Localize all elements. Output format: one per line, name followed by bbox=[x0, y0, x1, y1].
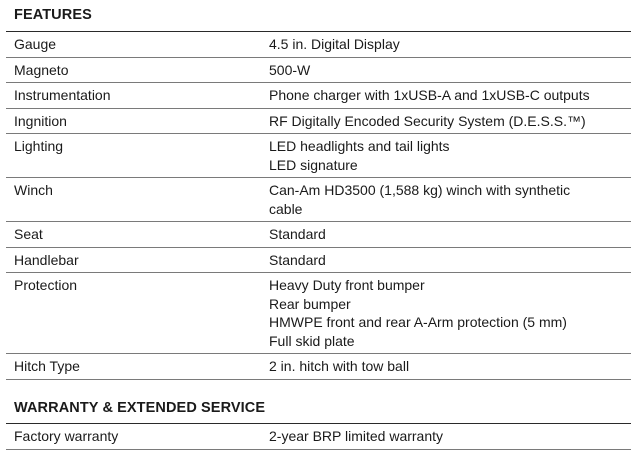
table-row-seat bbox=[6, 222, 631, 248]
table-row-gauge bbox=[6, 32, 631, 58]
table-row-ignition bbox=[6, 108, 631, 134]
warranty-table bbox=[6, 423, 631, 450]
value-line: Standard bbox=[269, 251, 326, 268]
table-row-lighting bbox=[6, 134, 631, 178]
value-line: Can-Am HD3500 (1,588 kg) winch with synthetic bbox=[269, 182, 571, 198]
row-label: Seat bbox=[14, 226, 43, 242]
row-label: Winch bbox=[14, 182, 53, 198]
row-label: Magneto bbox=[14, 61, 69, 78]
value-line: Heavy Duty front bumper bbox=[269, 277, 425, 293]
row-label: Handlebar bbox=[14, 251, 79, 268]
warranty-title: WARRANTY & EXTENDED SERVICE bbox=[14, 400, 266, 416]
row-value bbox=[253, 354, 631, 380]
row-value bbox=[253, 222, 631, 248]
table-row-protection bbox=[6, 273, 631, 354]
row-value bbox=[253, 178, 631, 222]
value-line: Rear bumper bbox=[269, 295, 351, 312]
row-value bbox=[253, 134, 631, 178]
row-value bbox=[253, 83, 631, 109]
table-row-hitch-type bbox=[6, 354, 631, 380]
row-label: Hitch Type bbox=[14, 358, 80, 374]
features-table bbox=[6, 31, 631, 380]
row-label: Instrumentation bbox=[14, 87, 111, 103]
row-value bbox=[253, 247, 631, 273]
row-value bbox=[253, 424, 631, 450]
table-row-magneto bbox=[6, 57, 631, 83]
value-line: Full skid plate bbox=[269, 332, 355, 349]
row-value bbox=[253, 108, 631, 134]
row-label: Protection bbox=[14, 277, 78, 293]
table-row-handlebar bbox=[6, 247, 631, 273]
value-line: LED signature bbox=[269, 156, 358, 173]
row-label: Factory warranty bbox=[14, 428, 119, 444]
row-value bbox=[253, 57, 631, 83]
value-line: Phone charger with 1xUSB-A and 1xUSB-C outputs bbox=[269, 87, 590, 103]
row-value bbox=[253, 32, 631, 58]
value-line: 500-W bbox=[269, 61, 311, 78]
table-row-winch bbox=[6, 178, 631, 222]
row-label: Ingnition bbox=[14, 112, 67, 129]
value-line: 4.5 in. Digital Display bbox=[269, 36, 400, 52]
features-title: FEATURES bbox=[14, 7, 92, 23]
table-row-instrumentation bbox=[6, 83, 631, 109]
value-line: cable bbox=[269, 200, 303, 217]
value-line: 2 in. hitch with tow ball bbox=[269, 358, 410, 374]
row-value bbox=[253, 273, 631, 354]
row-label: Lighting bbox=[14, 138, 64, 154]
value-line: Standard bbox=[269, 226, 326, 242]
value-line: 2-year BRP limited warranty bbox=[269, 428, 444, 444]
value-line: LED headlights and tail lights bbox=[269, 138, 450, 154]
row-label: Gauge bbox=[14, 36, 57, 52]
value-line: HMWPE front and rear A-Arm protection (5 mm) bbox=[269, 314, 567, 330]
value-line: RF Digitally Encoded Security System (D.E.S.S.™) bbox=[269, 112, 586, 129]
table-row-factory-warranty bbox=[6, 424, 631, 450]
